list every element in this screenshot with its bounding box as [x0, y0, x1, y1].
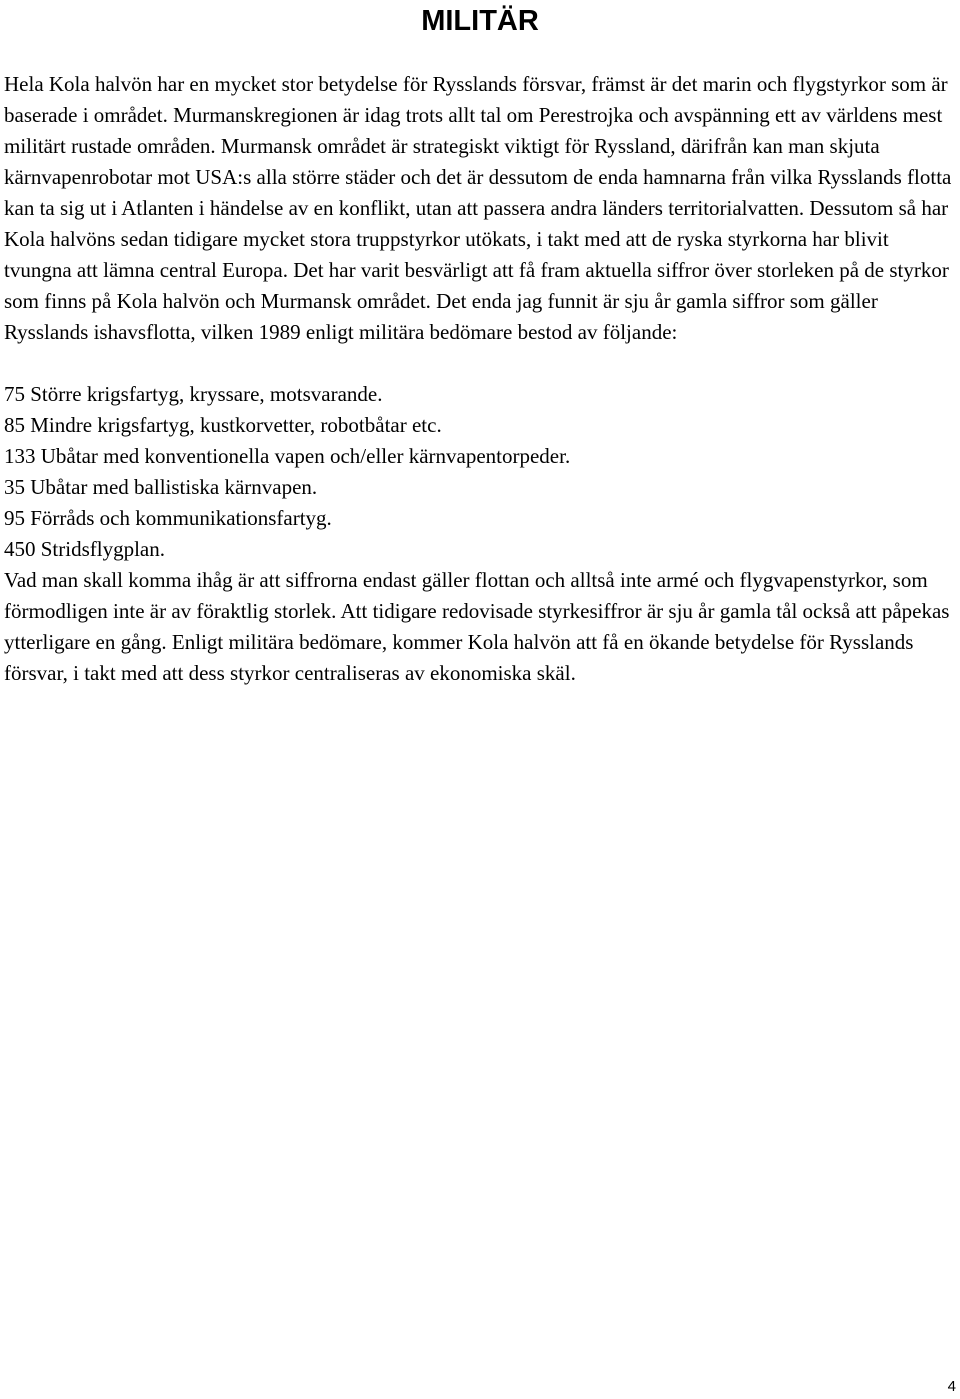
fleet-list-item: 85 Mindre krigsfartyg, kustkorvetter, robotbåtar etc.: [4, 413, 442, 437]
page-title: MILITÄR: [421, 5, 539, 37]
fleet-list-item: 450 Stridsflygplan.: [4, 537, 165, 561]
fleet-list-item: 95 Förråds och kommunikationsfartyg.: [4, 506, 332, 530]
document-body: [4, 69, 958, 689]
fleet-list-item: 35 Ubåtar med ballistiska kärnvapen.: [4, 475, 318, 499]
closing-paragraph: Vad man skall komma ihåg är att siffrorna endast gäller flottan och alltså inte armé och flygvapenstyrkor, som förmodligen inte är av föraktlig storlek. Att tidigare redovisade styrkesiffror är sju år gamla tål också att påpekas ytterligare en gång. Enligt militära bedömare, kommer Kola halvön att få en ökande betydelse för Rysslands försvar, i takt med att dess styrkor centraliseras av ekonomiska skäl.: [4, 568, 950, 685]
intro-paragraph: Hela Kola halvön har en mycket stor betydelse för Rysslands försvar, främst är det marin och flygstyrkor som är baserade i området. Murmanskregionen är idag trots allt tal om Perestrojka och avspänning ett av världens mest militärt rustade områden. Murmansk området är strategiskt viktigt för Ryssland, därifrån kan man skjuta kärnvapenrobotar mot USA:s alla större städer och det är dessutom de enda hamnarna från vilka Rysslands flotta kan ta sig ut i Atlanten i händelse av en konflikt, utan att passera andra länders territorialvatten. Dessutom så har Kola halvöns sedan tidigare mycket stora truppstyrkor utökats, i takt med att de ryska styrkorna har blivit tvungna att lämna central Europa. Det har varit besvärligt att få fram aktuella siffror över storleken på de styrkor som finns på Kola halvön och Murmansk området. Det enda jag funnit är sju år gamla siffror som gäller Rysslands ishavsflotta, vilken 1989 enligt militära bedömare bestod av följande:: [4, 72, 952, 344]
page-number: 4: [947, 1378, 956, 1395]
paragraph-spacer: [4, 348, 958, 379]
fleet-list: [4, 379, 958, 565]
fleet-list-item: 75 Större krigsfartyg, kryssare, motsvarande.: [4, 382, 383, 406]
fleet-list-item: 133 Ubåtar med konventionella vapen och/eller kärnvapentorpeder.: [4, 444, 571, 468]
